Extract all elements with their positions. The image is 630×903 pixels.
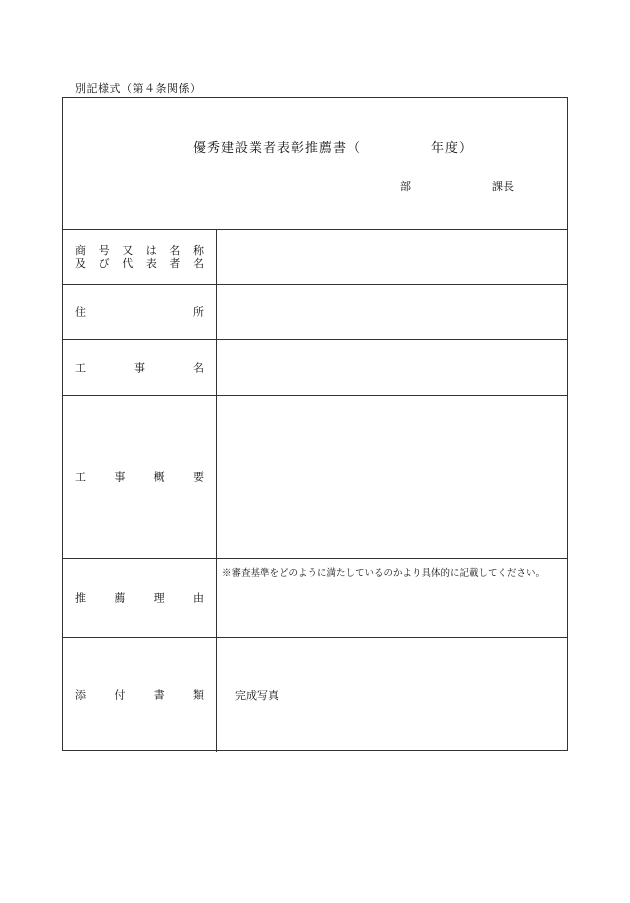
form-reference: 別記様式（第４条関係） xyxy=(75,82,202,95)
row-label xyxy=(75,592,204,605)
row-address xyxy=(63,285,567,340)
recommendation-reason-field[interactable] xyxy=(217,559,567,637)
label-line: 工 事 概 要 xyxy=(75,470,204,484)
row-work-name xyxy=(63,340,567,396)
label-cell xyxy=(63,340,217,395)
row-label xyxy=(75,689,204,702)
work-summary-field[interactable] xyxy=(217,396,567,558)
row-label xyxy=(75,244,204,270)
row-work-summary xyxy=(63,396,567,559)
label-line: 商 号 又 は 名 称 xyxy=(75,244,204,257)
attachments-value: 完成写真 xyxy=(235,689,279,702)
row-company-name xyxy=(63,230,567,285)
label-cell xyxy=(63,638,217,752)
recommendation-note: ※審査基準をどのように満たしているのかより具体的に記載してください。 xyxy=(222,568,546,579)
work-name-field[interactable] xyxy=(217,340,567,395)
label-line: 添 付 書 類 xyxy=(75,688,204,702)
label-line: 推 薦 理 由 xyxy=(75,591,204,605)
label-line: 住 所 xyxy=(75,305,204,319)
row-attachments xyxy=(63,638,567,752)
row-label xyxy=(75,471,204,484)
address-field[interactable] xyxy=(217,285,567,339)
row-label xyxy=(75,361,204,374)
label-cell xyxy=(63,285,217,339)
section-chief-label: 課長 xyxy=(492,180,514,193)
row-label xyxy=(75,306,204,319)
department-label: 部 xyxy=(400,180,411,193)
form-header xyxy=(63,98,567,230)
recommendation-form xyxy=(62,97,568,751)
label-cell xyxy=(63,396,217,558)
label-line: 及 び 代 表 者 名 xyxy=(75,257,204,270)
company-name-field[interactable] xyxy=(217,230,567,284)
label-line: 工 事 名 xyxy=(75,361,204,374)
form-title: 優秀建設業者表彰推薦書（ 年度） xyxy=(193,141,474,156)
row-recommendation-reason xyxy=(63,559,567,638)
attachments-field[interactable] xyxy=(217,638,567,752)
label-cell xyxy=(63,230,217,284)
label-cell xyxy=(63,559,217,637)
